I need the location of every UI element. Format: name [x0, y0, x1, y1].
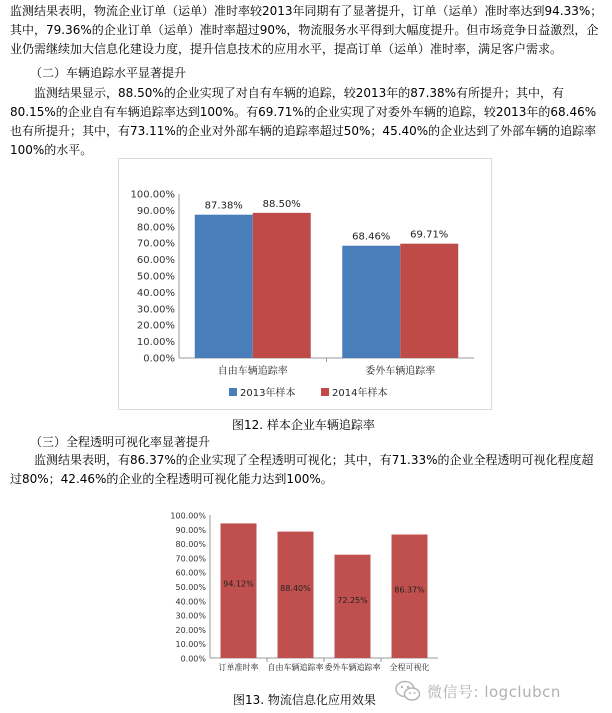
y-tick-label: 10.00%	[136, 337, 175, 349]
category-label: 全程可视化	[389, 663, 430, 672]
y-tick-label: 30.00%	[136, 304, 175, 316]
bar	[400, 244, 458, 358]
intro-paragraph: 监测结果表明，物流企业订单（运单）准时率较2013年同期有了显著提升，订单（运单）准时率达到94.33%；其中，79.36%的企业订单（运单）准时率超过90%，物流服务水平得到大幅度提升。但市场竞争日益激烈，企业仍需继续加大信息化建设力度，提升信息技术的应用水平，提高订单（运单）准时率，满足客户需求。	[10, 4, 603, 56]
category-label: 自由车辆追踪率	[217, 366, 288, 377]
y-tick-label: 20.00%	[175, 625, 206, 635]
legend-swatch	[229, 388, 237, 396]
visibility-paragraph: 监测结果表明，有86.37%的企业实现了全程透明可视化；其中，有71.33%的企业全程透明可视化程度超过80%；42.46%的企业的全程透明可视化能力达到100%。	[10, 453, 594, 486]
watermark-text: 微信号: logclubcn	[427, 682, 561, 701]
y-tick-label: 100.00%	[170, 511, 206, 521]
bar	[253, 213, 311, 358]
logistics-effect-chart	[166, 500, 442, 678]
category-label: 委外车辆追踪率	[365, 366, 436, 377]
data-label: 69.71%	[410, 229, 449, 241]
logistics-effect-chart-panel	[166, 500, 442, 678]
bar	[392, 534, 428, 658]
data-label: 86.37%	[394, 585, 425, 595]
data-label: 72.25%	[337, 596, 368, 606]
bar	[278, 532, 314, 658]
data-label: 87.38%	[204, 200, 243, 212]
data-label: 94.12%	[223, 579, 254, 589]
y-tick-label: 0.00%	[180, 654, 206, 664]
bar	[335, 555, 371, 658]
y-tick-label: 100.00%	[130, 189, 175, 201]
figure-12-caption: 图12. 样本企业车辆追踪率	[232, 418, 375, 432]
data-label: 88.50%	[262, 198, 301, 210]
y-tick-label: 70.00%	[175, 554, 206, 564]
bar	[342, 246, 400, 358]
wechat-icon	[395, 680, 421, 702]
category-label: 自由车辆追踪率	[267, 663, 324, 672]
data-label: 88.40%	[280, 584, 311, 594]
figure-13-caption: 图13. 物流信息化应用效果	[233, 693, 376, 707]
y-tick-label: 80.00%	[136, 222, 175, 234]
y-tick-label: 80.00%	[175, 540, 206, 550]
y-tick-label: 60.00%	[175, 568, 206, 578]
section-heading-visibility: （三）全程透明可视化率显著提升	[30, 435, 211, 449]
category-label: 订单准时率	[218, 663, 259, 672]
y-tick-label: 0.00%	[143, 353, 175, 365]
legend-swatch	[321, 388, 329, 396]
y-tick-label: 10.00%	[175, 640, 206, 650]
data-label: 68.46%	[352, 231, 391, 243]
y-tick-label: 40.00%	[175, 597, 206, 607]
y-tick-label: 90.00%	[136, 205, 175, 217]
y-tick-label: 60.00%	[136, 255, 175, 267]
y-tick-label: 20.00%	[136, 320, 175, 332]
wechat-watermark	[395, 676, 610, 706]
legend-label: 2014年样本	[332, 388, 388, 399]
legend-label: 2013年样本	[240, 388, 296, 399]
bar	[195, 215, 253, 358]
y-tick-label: 40.00%	[136, 287, 175, 299]
y-tick-label: 70.00%	[136, 238, 175, 250]
y-tick-label: 90.00%	[175, 525, 206, 535]
vehicle-tracking-chart	[119, 159, 491, 409]
y-tick-label: 30.00%	[175, 611, 206, 621]
category-label: 委外车辆追踪率	[324, 663, 381, 672]
y-tick-label: 50.00%	[175, 583, 206, 592]
section-heading-vehicle-tracking: （二）车辆追踪水平显著提升	[30, 66, 187, 80]
y-tick-label: 50.00%	[136, 271, 175, 283]
vehicle-tracking-chart-panel	[118, 158, 492, 410]
vehicle-tracking-paragraph: 监测结果显示，88.50%的企业实现了对自有车辆的追踪，较2013年的87.38%有所提升；其中，有80.15%的企业自有车辆追踪率达到100%。有69.71%的企业实现了对委外车辆的追踪，较2013年的68.46%也有所提升；其中，有73.11%的企业对外部车辆的追踪率超过50%；45.40%的企业达到了外部车辆的追踪率100%的水平。	[10, 86, 597, 157]
bar	[221, 523, 257, 658]
